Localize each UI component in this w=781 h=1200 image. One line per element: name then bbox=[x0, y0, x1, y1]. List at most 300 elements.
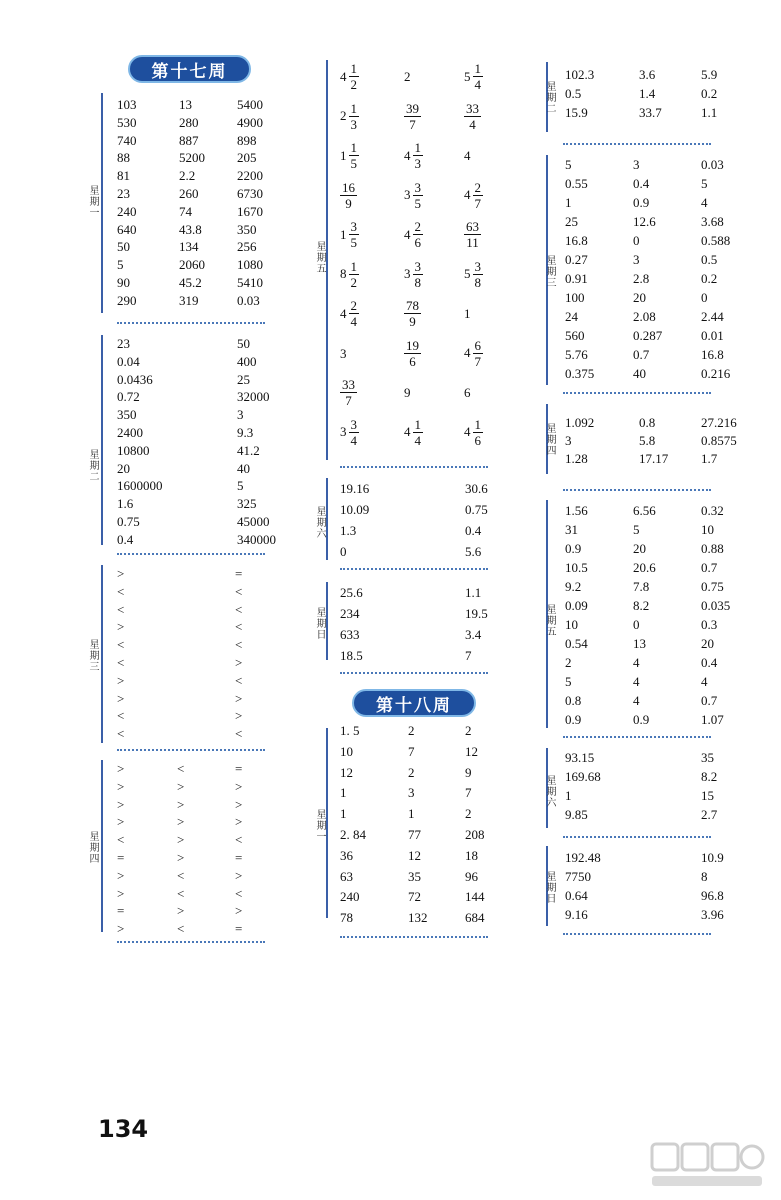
day-label: 星期四 bbox=[544, 422, 555, 456]
answer-cell: 0.2 bbox=[701, 86, 718, 101]
answer-cell: 0.27 bbox=[565, 252, 588, 267]
section-bar bbox=[101, 93, 103, 313]
answer-cell: < bbox=[117, 832, 125, 848]
fraction bbox=[349, 418, 360, 447]
answer-cell: 20 bbox=[117, 460, 130, 476]
day-label: 星期四 bbox=[87, 830, 98, 864]
answer-cell: 9.2 bbox=[565, 579, 582, 594]
answer-cell: 4 bbox=[701, 195, 708, 210]
fraction bbox=[473, 260, 484, 289]
whole-number: 5 bbox=[464, 266, 471, 281]
answer-cell: 0 bbox=[701, 290, 708, 305]
numerator: 3 bbox=[350, 416, 357, 432]
numerator: 2 bbox=[474, 179, 481, 195]
section-bar bbox=[101, 565, 103, 743]
answer-cell: 684 bbox=[465, 910, 485, 926]
whole-number: 3 bbox=[340, 424, 347, 439]
answer-cell: < bbox=[117, 601, 125, 617]
answer-cell: 13 bbox=[179, 97, 192, 112]
whole-number: 1 bbox=[340, 147, 347, 163]
answer-cell: 5 bbox=[633, 522, 640, 537]
answer-cell: 5200 bbox=[179, 150, 205, 166]
answer-cell: 40 bbox=[237, 460, 250, 476]
fraction-answer bbox=[340, 260, 359, 289]
answer-cell: 10.09 bbox=[340, 502, 370, 517]
denominator: 7 bbox=[474, 353, 481, 369]
whole-number: 8 bbox=[340, 266, 347, 281]
answer-cell: 1 bbox=[340, 785, 347, 801]
answer-cell: 2 bbox=[408, 723, 415, 738]
dotted-divider bbox=[117, 553, 265, 555]
answer-cell: 12 bbox=[408, 847, 421, 863]
answer-cell: 15 bbox=[701, 788, 714, 803]
answer-cell: 13 bbox=[633, 636, 646, 651]
answer-cell: 7 bbox=[465, 785, 472, 801]
answer-cell: 32000 bbox=[237, 389, 270, 405]
section-bar bbox=[101, 335, 103, 545]
answer-cell: 12.6 bbox=[633, 214, 656, 229]
answer-cell bbox=[404, 378, 411, 401]
section-bar bbox=[326, 60, 328, 460]
answer-cell: 0.588 bbox=[701, 233, 731, 248]
answer-value: 9 bbox=[404, 385, 411, 400]
whole-number: 4 bbox=[464, 345, 471, 360]
answer-cell: > bbox=[235, 778, 243, 794]
denominator: 3 bbox=[414, 156, 421, 171]
page-number: 134 bbox=[98, 1115, 149, 1143]
answer-cell: 45.2 bbox=[179, 275, 202, 290]
answer-cell: 27.216 bbox=[701, 415, 737, 430]
answer-cell: 0.287 bbox=[633, 328, 663, 343]
answer-cell: 0 bbox=[633, 233, 640, 248]
answer-cell: > bbox=[117, 921, 125, 937]
answer-cell: 560 bbox=[565, 328, 585, 343]
answer-cell: 898 bbox=[237, 132, 257, 148]
answer-cell: 41.2 bbox=[237, 442, 260, 458]
answer-cell: < bbox=[117, 708, 125, 724]
dotted-divider bbox=[340, 568, 488, 570]
fraction bbox=[340, 181, 357, 210]
day-label: 星期三 bbox=[87, 638, 98, 672]
dotted-divider bbox=[117, 749, 265, 751]
answer-cell: 350 bbox=[117, 407, 137, 423]
answer-cell: 23 bbox=[117, 336, 130, 351]
answer-cell: > bbox=[235, 690, 243, 706]
fraction bbox=[473, 339, 484, 368]
answer-cell: 0.035 bbox=[701, 598, 731, 613]
answer-cell: 240 bbox=[340, 889, 360, 905]
answer-cell: > bbox=[177, 778, 185, 794]
answer-cell: 2 bbox=[465, 806, 472, 822]
answer-cell: 36 bbox=[340, 847, 353, 863]
answer-cell: 2.8 bbox=[633, 271, 650, 286]
fraction-answer bbox=[404, 260, 423, 289]
answer-cell: 0.9 bbox=[565, 712, 582, 727]
answer-cell: 1 bbox=[565, 788, 572, 803]
answer-cell: 9 bbox=[465, 764, 472, 780]
answer-cell: > bbox=[117, 761, 125, 776]
dotted-divider bbox=[563, 392, 711, 394]
answer-cell: = bbox=[235, 566, 243, 581]
answer-cell: 0.4 bbox=[701, 655, 718, 670]
answer-cell: 6730 bbox=[237, 186, 263, 201]
numerator: 1 bbox=[350, 258, 357, 274]
answer-cell: 0.5 bbox=[565, 86, 582, 101]
answer-cell: 5.6 bbox=[465, 544, 482, 559]
answer-cell: 35 bbox=[701, 750, 714, 765]
answer-cell: 0.72 bbox=[117, 389, 140, 405]
answer-cell: 256 bbox=[237, 239, 257, 255]
answer-cell: < bbox=[235, 619, 243, 635]
answer-cell: 1.56 bbox=[565, 503, 588, 518]
answer-cell: 93.15 bbox=[565, 750, 595, 765]
answer-cell: 0.75 bbox=[701, 579, 724, 594]
numerator: 39 bbox=[406, 100, 419, 116]
answer-cell: 1.092 bbox=[565, 415, 595, 430]
answer-value: 1 bbox=[464, 306, 471, 321]
answer-cell: 3.6 bbox=[639, 67, 656, 82]
answer-cell: > bbox=[117, 672, 125, 688]
answer-cell: 50 bbox=[237, 336, 250, 351]
answer-cell: 350 bbox=[237, 221, 257, 237]
answer-cell: 7 bbox=[408, 743, 415, 759]
answer-cell: 20.6 bbox=[633, 560, 656, 575]
answer-cell: 35 bbox=[408, 868, 421, 884]
answer-cell: < bbox=[177, 867, 185, 883]
answer-cell: 4 bbox=[633, 693, 640, 708]
answer-cell: 10.5 bbox=[565, 560, 588, 575]
answer-cell: 18.5 bbox=[340, 648, 363, 663]
answer-cell: 1.6 bbox=[117, 496, 134, 512]
answer-cell: 887 bbox=[179, 132, 199, 148]
answer-cell: 2400 bbox=[117, 425, 143, 440]
answer-cell: 1.4 bbox=[639, 86, 656, 101]
answer-cell: 1600000 bbox=[117, 478, 163, 494]
answer-cell: 0.4 bbox=[117, 531, 134, 547]
answer-cell: > bbox=[235, 655, 243, 670]
answer-value: 6 bbox=[464, 385, 471, 400]
answer-cell: 3.4 bbox=[465, 627, 482, 642]
answer-cell: < bbox=[235, 583, 243, 599]
answer-cell: 1 bbox=[565, 195, 572, 210]
answer-cell: 3.68 bbox=[701, 214, 724, 229]
dotted-divider bbox=[563, 489, 711, 491]
denominator: 2 bbox=[350, 77, 357, 92]
dotted-divider bbox=[340, 466, 488, 468]
fraction-answer bbox=[340, 141, 359, 170]
answer-cell: 7 bbox=[465, 648, 472, 663]
day-label: 星期日 bbox=[314, 606, 325, 640]
denominator: 9 bbox=[409, 314, 416, 329]
numerator: 3 bbox=[414, 258, 421, 274]
answer-cell: 0.8 bbox=[639, 415, 656, 430]
answer-cell: 3 bbox=[237, 407, 244, 423]
answer-cell: > bbox=[117, 619, 125, 635]
answer-cell: 45000 bbox=[237, 514, 270, 529]
answer-cell: 319 bbox=[179, 292, 199, 308]
dotted-divider bbox=[563, 933, 711, 935]
answer-cell: 0.8 bbox=[565, 693, 582, 708]
answer-cell: 0.64 bbox=[565, 888, 588, 903]
answer-cell: < bbox=[235, 637, 243, 653]
answer-cell: > bbox=[117, 566, 125, 581]
answer-cell: 78 bbox=[340, 910, 353, 926]
answer-cell: 16.8 bbox=[565, 233, 588, 248]
whole-number: 4 bbox=[404, 226, 411, 242]
answer-cell: 43.8 bbox=[179, 221, 202, 237]
answer-cell: 0.9 bbox=[565, 541, 582, 556]
whole-number: 4 bbox=[340, 305, 347, 321]
answer-cell: 20 bbox=[701, 636, 714, 651]
answer-cell: 1.3 bbox=[340, 523, 357, 538]
denominator: 8 bbox=[474, 274, 481, 290]
answer-cell: 3.96 bbox=[701, 907, 724, 922]
answer-cell: 17.17 bbox=[639, 451, 669, 466]
answer-cell: 25 bbox=[237, 371, 250, 387]
denominator: 6 bbox=[409, 353, 416, 369]
numerator: 33 bbox=[342, 377, 355, 392]
answer-cell bbox=[464, 378, 471, 401]
fraction bbox=[413, 141, 424, 170]
answer-cell: < bbox=[117, 655, 125, 670]
answer-cell: > bbox=[117, 778, 125, 794]
answer-value: 3 bbox=[340, 345, 347, 361]
answer-cell: 3 bbox=[633, 252, 640, 267]
answer-cell: < bbox=[177, 921, 185, 937]
day-label: 星期一 bbox=[87, 184, 98, 218]
answer-cell: < bbox=[235, 832, 243, 848]
fraction bbox=[340, 378, 357, 407]
answer-cell: 8.2 bbox=[633, 598, 650, 613]
answer-cell: 10 bbox=[340, 743, 353, 759]
fraction bbox=[464, 102, 481, 131]
week-title-badge: 第十八周 bbox=[352, 689, 476, 717]
denominator: 8 bbox=[414, 274, 421, 290]
answer-cell: 0.88 bbox=[701, 541, 724, 556]
fraction bbox=[404, 299, 421, 328]
numerator: 3 bbox=[414, 179, 421, 195]
answer-cell: = bbox=[235, 921, 243, 937]
day-label: 星期五 bbox=[314, 240, 325, 274]
answer-cell: 8 bbox=[701, 869, 708, 884]
answer-cell: > bbox=[177, 814, 185, 830]
answer-cell: > bbox=[177, 796, 185, 812]
fraction-answer bbox=[464, 260, 483, 289]
answer-cell: 100 bbox=[565, 290, 585, 305]
answer-cell: 325 bbox=[237, 496, 257, 512]
answer-cell: 0.75 bbox=[117, 514, 140, 529]
answer-cell: 72 bbox=[408, 889, 421, 905]
answer-cell: 3 bbox=[408, 785, 415, 801]
fraction bbox=[404, 102, 421, 131]
answer-cell: 0.01 bbox=[701, 328, 724, 343]
fraction-answer bbox=[464, 62, 483, 91]
whole-number: 3 bbox=[404, 266, 411, 281]
numerator: 1 bbox=[474, 416, 481, 432]
day-label: 星期二 bbox=[544, 80, 555, 114]
dotted-divider bbox=[117, 322, 265, 324]
answer-cell: > bbox=[177, 903, 185, 919]
numerator: 1 bbox=[414, 140, 421, 155]
answer-cell: 0.4 bbox=[633, 176, 650, 191]
answer-cell: 400 bbox=[237, 353, 257, 369]
answer-cell: 0.2 bbox=[701, 271, 718, 286]
fraction-answer bbox=[404, 339, 421, 368]
answer-cell: 9.16 bbox=[565, 907, 588, 922]
answer-cell: 20 bbox=[633, 290, 646, 305]
denominator: 11 bbox=[466, 235, 479, 250]
answer-cell: 81 bbox=[117, 168, 130, 184]
answer-cell: 1670 bbox=[237, 203, 263, 219]
answer-cell: 88 bbox=[117, 150, 130, 166]
answer-cell: < bbox=[177, 885, 185, 901]
answer-cell: 0 bbox=[633, 617, 640, 632]
answer-cell: 0.32 bbox=[701, 503, 724, 518]
day-label: 星期六 bbox=[544, 774, 555, 808]
answer-cell: 0.4 bbox=[465, 523, 482, 538]
answer-cell: 1.7 bbox=[701, 451, 718, 466]
answer-cell: 12 bbox=[340, 764, 353, 780]
answer-cell: 2060 bbox=[179, 257, 205, 273]
answer-cell: 5.8 bbox=[639, 433, 656, 448]
denominator: 9 bbox=[345, 195, 352, 211]
fraction bbox=[349, 102, 360, 131]
answer-cell: 8.2 bbox=[701, 769, 718, 784]
fraction bbox=[349, 260, 360, 289]
answer-cell: 0.375 bbox=[565, 366, 595, 381]
whole-number: 2 bbox=[340, 108, 347, 123]
answer-cell: 5 bbox=[117, 257, 124, 273]
answer-cell: 5 bbox=[565, 674, 572, 689]
fraction-answer bbox=[464, 102, 481, 131]
denominator: 4 bbox=[469, 116, 476, 132]
answer-cell: 25.6 bbox=[340, 585, 363, 600]
answer-cell: 144 bbox=[465, 889, 485, 905]
fraction-answer bbox=[464, 181, 483, 210]
answer-cell: = bbox=[117, 903, 125, 919]
answer-cell: > bbox=[235, 903, 243, 919]
answer-cell: 0.09 bbox=[565, 598, 588, 613]
answer-cell: 4 bbox=[701, 674, 708, 689]
numerator: 2 bbox=[414, 219, 421, 234]
answer-cell: 134 bbox=[179, 239, 199, 255]
denominator: 5 bbox=[350, 156, 357, 171]
answer-cell: 0.03 bbox=[701, 157, 724, 172]
answer-cell: 0.03 bbox=[237, 292, 260, 308]
whole-number: 4 bbox=[464, 187, 471, 202]
answer-cell: > bbox=[235, 796, 243, 812]
fraction-answer bbox=[340, 299, 359, 328]
whole-number: 1 bbox=[340, 226, 347, 242]
denominator: 3 bbox=[350, 116, 357, 132]
answer-cell: 15.9 bbox=[565, 105, 588, 120]
answer-cell: 340000 bbox=[237, 531, 276, 547]
whole-number: 4 bbox=[404, 424, 411, 439]
fraction bbox=[349, 299, 360, 328]
numerator: 3 bbox=[350, 219, 357, 234]
fraction-answer bbox=[404, 141, 423, 170]
numerator: 19 bbox=[406, 337, 419, 353]
answer-cell: 640 bbox=[117, 221, 137, 237]
numerator: 1 bbox=[414, 416, 421, 432]
answer-cell: 5410 bbox=[237, 275, 263, 290]
fraction-answer bbox=[340, 378, 357, 407]
answer-cell: 132 bbox=[408, 910, 428, 926]
answer-cell: 530 bbox=[117, 114, 137, 130]
denominator: 7 bbox=[409, 116, 416, 132]
answer-cell: 0.7 bbox=[701, 560, 718, 575]
answer-cell: 7.8 bbox=[633, 579, 650, 594]
answer-cell: 4900 bbox=[237, 114, 263, 130]
answer-cell: 2 bbox=[465, 723, 472, 738]
denominator: 4 bbox=[414, 432, 421, 448]
answer-cell: 0.9 bbox=[633, 195, 650, 210]
fraction bbox=[349, 62, 360, 91]
answer-cell: 0.9 bbox=[633, 712, 650, 727]
answer-cell: < bbox=[117, 583, 125, 599]
answer-cell: 10 bbox=[565, 617, 578, 632]
answer-cell: 1.07 bbox=[701, 712, 724, 727]
answer-cell: 23 bbox=[117, 186, 130, 201]
answer-cell: > bbox=[117, 690, 125, 706]
numerator: 2 bbox=[350, 298, 357, 313]
answer-cell: 5 bbox=[701, 176, 708, 191]
whole-number: 4 bbox=[340, 68, 347, 84]
section-bar bbox=[326, 582, 328, 660]
answer-cell bbox=[464, 141, 471, 164]
denominator: 4 bbox=[350, 314, 357, 329]
answer-cell: 9.85 bbox=[565, 807, 588, 822]
answer-cell: 2. 84 bbox=[340, 827, 366, 842]
answer-cell: 633 bbox=[340, 627, 360, 642]
answer-cell: 0.91 bbox=[565, 271, 588, 286]
answer-cell: 103 bbox=[117, 97, 137, 112]
answer-cell: 740 bbox=[117, 132, 137, 148]
answer-cell: 2200 bbox=[237, 168, 263, 184]
answer-cell: < bbox=[117, 637, 125, 653]
denominator: 2 bbox=[350, 274, 357, 290]
answer-cell: 5 bbox=[565, 157, 572, 172]
answer-cell: 2.2 bbox=[179, 168, 196, 184]
numerator: 1 bbox=[474, 61, 481, 76]
answer-cell: 6.56 bbox=[633, 503, 656, 518]
answer-cell: 4 bbox=[633, 655, 640, 670]
numerator: 33 bbox=[466, 100, 479, 116]
answer-cell: 205 bbox=[237, 150, 257, 166]
answer-cell: > bbox=[117, 814, 125, 830]
fraction bbox=[473, 181, 484, 210]
answer-cell: 1080 bbox=[237, 257, 263, 273]
answer-cell: < bbox=[235, 885, 243, 901]
answer-cell: 0.5 bbox=[701, 252, 718, 267]
denominator: 4 bbox=[474, 77, 481, 92]
answer-cell: 4 bbox=[633, 674, 640, 689]
section-bar bbox=[101, 760, 103, 932]
numerator: 16 bbox=[342, 179, 355, 195]
answer-cell bbox=[340, 339, 347, 362]
day-label: 星期五 bbox=[544, 603, 555, 637]
fraction-answer bbox=[464, 220, 481, 249]
answer-cell: 280 bbox=[179, 114, 199, 130]
answer-cell: 2.44 bbox=[701, 309, 724, 324]
answer-cell: 1 bbox=[408, 806, 415, 822]
answer-cell: 0.7 bbox=[633, 347, 650, 362]
numerator: 63 bbox=[466, 219, 479, 234]
fraction-answer bbox=[404, 299, 421, 328]
answer-cell: 0.54 bbox=[565, 636, 588, 651]
answer-cell: 3 bbox=[633, 157, 640, 172]
answer-cell: > bbox=[235, 708, 243, 724]
